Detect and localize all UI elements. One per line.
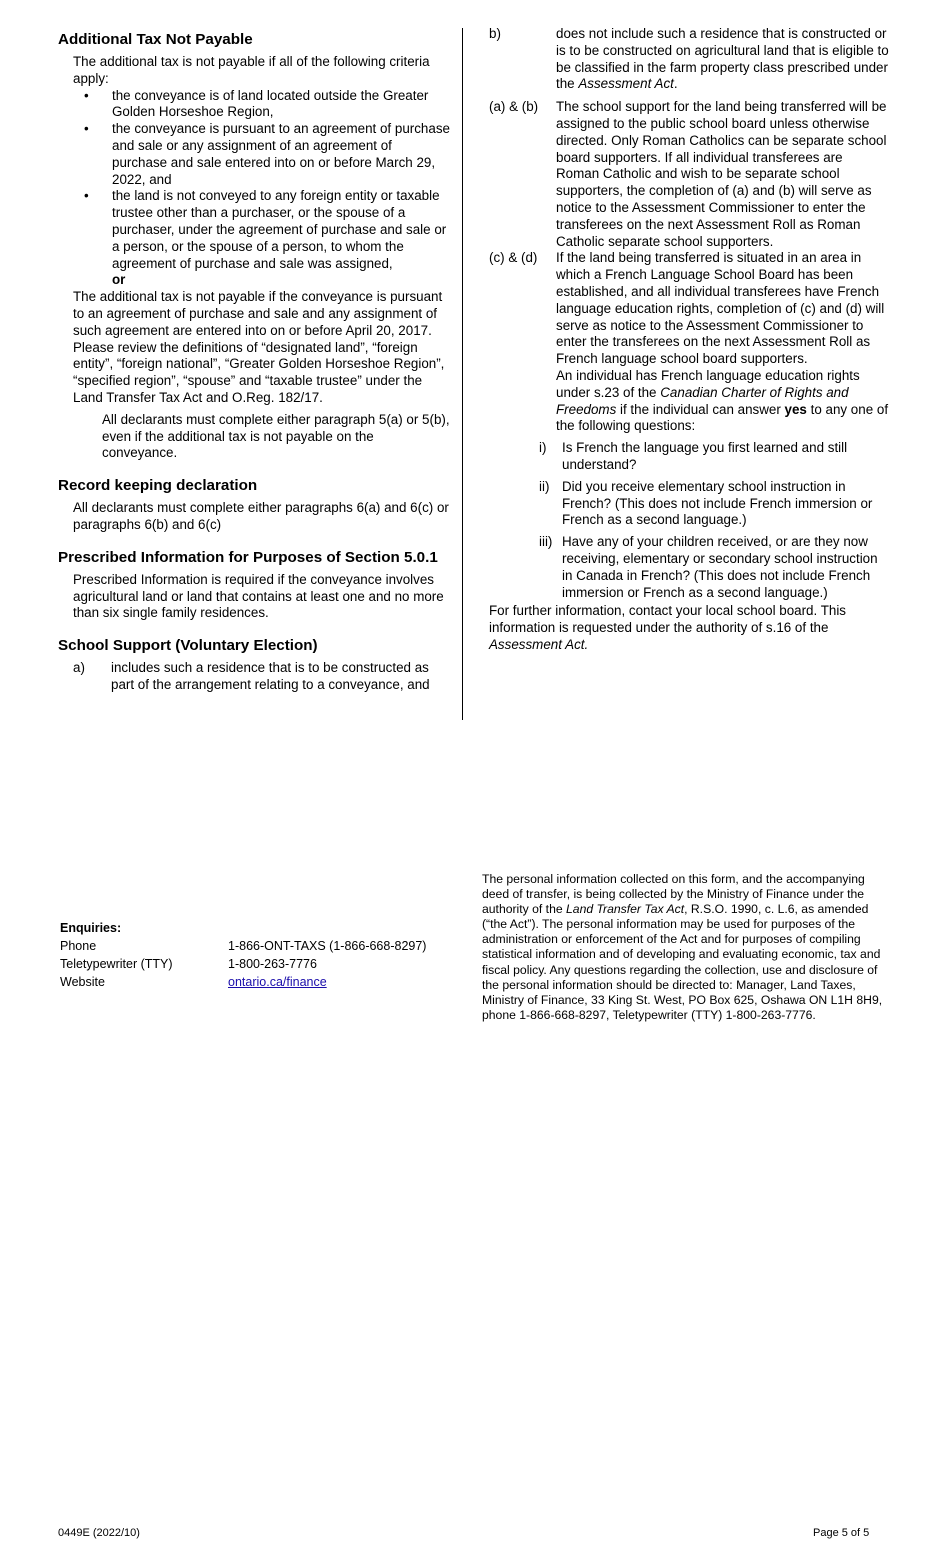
enquiries-heading: Enquiries: xyxy=(60,921,122,935)
heading-school-support: School Support (Voluntary Election) xyxy=(58,637,318,655)
bullet-icon: • xyxy=(84,87,89,103)
school-item-c-and-d: (c) & (d) If the land being transferred is situated in an area in which a French Language School Board has been established, and all individual transferees have French language education rights, completion of (c) and (d) will serve as notice to the Assessment Commissioner to enter the transferees on the next Assessment Roll as French language school board supporters. xyxy=(489,250,885,367)
french-rights-questions xyxy=(489,440,889,601)
right-column xyxy=(489,26,889,654)
enquiry-row-website: Website ontario.ca/finance xyxy=(60,975,327,989)
heading-prescribed-info: Prescribed Information for Purposes of Section 5.0.1 xyxy=(58,548,438,566)
item-label: iii) xyxy=(539,534,553,550)
french-rights-text: An individual has French language education rights under s.23 of the Canadian Charter of Rights and Freedoms if the individual can answer yes to any one of the following questions: xyxy=(556,367,889,434)
item-text: includes such a residence that is to be constructed as part of the arrangement relating to a conveyance, and xyxy=(111,660,430,692)
left-column xyxy=(58,30,450,694)
item-label: a) xyxy=(73,660,85,676)
item-label: (a) & (b) xyxy=(489,99,539,115)
or-connector: or xyxy=(112,272,126,288)
school-item-a xyxy=(73,660,450,694)
heading-additional-tax: Additional Tax Not Payable xyxy=(58,31,253,48)
list-item: iii) Have any of your children received, or are they now receiving, elementary or secondary school instruction in Canada in French? (This does not include French immersion or French as a second language.) xyxy=(539,534,878,600)
item-label: (c) & (d) xyxy=(489,250,538,266)
website-link[interactable]: ontario.ca/finance xyxy=(228,975,327,989)
list-item: i) Is French the language you first learned and still understand? xyxy=(539,440,848,472)
form-number: 0449E (2022/10) xyxy=(58,1527,140,1539)
enquiry-row-tty: Teletypewriter (TTY) 1-800-263-7776 xyxy=(60,957,317,971)
school-item-a-and-b: (a) & (b) The school support for the land being transferred will be assigned to the public school board unless otherwise directed. Only Roman Catholics can be separate school board supporters. If all individual transferees are Roman Catholic and wish to be separate school supporters, the completion of (a) and (b) will serve as notice to the Assessment Commissioner to enter the transferees on the next Assessment Roll as Roman Catholic separate school supporters. xyxy=(489,99,887,249)
tty-number: 1-800-263-7776 xyxy=(228,957,317,971)
phone-number: 1-866-ONT-TAXS (1-866-668-8297) xyxy=(228,939,427,953)
bullet-icon: • xyxy=(84,188,89,204)
item-label: ii) xyxy=(539,478,550,494)
additional-tax-note: All declarants must complete either paragraph 5(a) or 5(b), even if the additional tax is not payable on the conveyance. xyxy=(102,411,450,461)
additional-tax-intro: The additional tax is not payable if all of the following criteria apply: xyxy=(73,54,430,86)
list-item: • the land is not conveyed to any foreign entity or taxable trustee other than a purchaser, or the spouse of a purchaser, under the agreement of purchase and sale or a person, or the spouse of a person, to whom the agreement of purchase and sale was assigned, xyxy=(84,188,447,271)
column-divider xyxy=(462,28,463,720)
item-label: b) xyxy=(489,26,501,41)
enquiry-row-phone: Phone 1-866-ONT-TAXS (1-866-668-8297) xyxy=(60,939,427,953)
record-keeping-text: All declarants must complete either paragraphs 6(a) and 6(c) or paragraphs 6(b) and 6(c) xyxy=(73,500,449,532)
item-label: i) xyxy=(539,440,547,456)
school-item-b: b) does not include such a residence that is constructed or is to be constructed on agricultural land that is eligible to be classified in the farm property class prescribed under the Assessment Act. xyxy=(489,26,889,92)
page-number: Page 5 of 5 xyxy=(813,1527,870,1539)
bullet-icon: • xyxy=(84,121,89,137)
prescribed-info-text: Prescribed Information is required if the conveyance involves agricultural land or land that contains at least one and no more than six single family residences. xyxy=(73,571,444,621)
further-info-text: For further information, contact your local school board. This information is requested under the authority of s.16 of the Assessment Act. xyxy=(489,603,847,652)
additional-tax-para2: The additional tax is not payable if the conveyance is pursuant to an agreement of purchase and sale and any assignment of such agreement are entered into on or before April 20, 2017. Please review the definitions of “designated land”, “foreign entity”, “foreign national”, “Greater Golden Horseshoe Region”, “specified region”, “spouse” and “taxable trustee” under the Land Transfer Tax Act and O.Reg. 182/17. xyxy=(73,289,445,405)
list-item: ii) Did you receive elementary school instruction in French? (This does not include French immersion or French as a second language.) xyxy=(539,478,873,528)
additional-tax-criteria-list xyxy=(58,88,450,273)
heading-record-keeping: Record keeping declaration xyxy=(58,477,258,495)
privacy-notice: The personal information collected on this form, and the accompanying deed of transfer, is being collected by the Ministry of Finance under the authority of the Land Transfer Tax Act, R.S.O. 1990, c. L.6, as amended (“the Act”). The personal information may be used for purposes of the administration or enforcement of the Act and for purposes of compiling statistical information and of developing and evaluating economic, tax and fiscal policy. Any questions regarding the collection, use and disclosure of the personal information should be directed to: Manager, Land Taxes, Ministry of Finance, 33 King St. West, PO Box 625, Oshawa ON L1H 8H9, phone 1-866-668-8297, Teletypewriter (TTY) 1-800-263-7776. xyxy=(482,872,883,1022)
enquiries-block xyxy=(60,919,426,991)
list-item: • the conveyance is of land located outside the Greater Golden Horseshoe Region, xyxy=(84,87,429,120)
list-item: • the conveyance is pursuant to an agreement of purchase and sale or any assignment of an agreement of purchase and sale entered into on or before March 29, 2022, and xyxy=(84,121,450,187)
